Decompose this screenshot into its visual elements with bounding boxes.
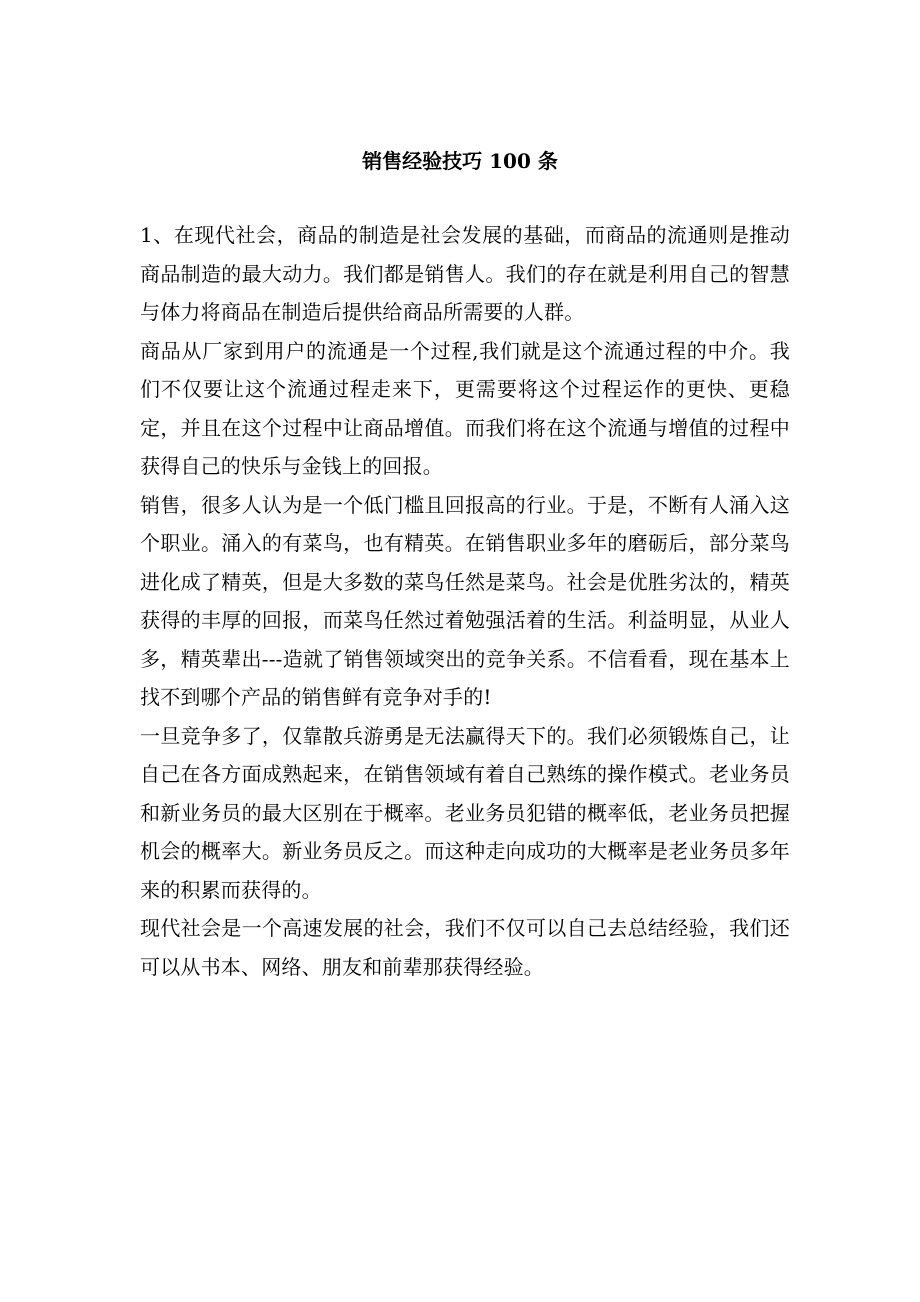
paragraph-2: 商品从厂家到用户的流通是一个过程,我们就是这个流通过程的中介。我们不仅要让这个流通过程走来下，更需要将这个过程运作的更快、更稳定，并且在这个过程中让商品增值。而我们将在这个流通与增值的过程中获得自己的快乐与金钱上的回报。	[140, 338, 790, 478]
paragraph-1: 1、在现代社会，商品的制造是社会发展的基础，而商品的流通则是推动商品制造的最大动力。我们都是销售人。我们的存在就是利用自己的智慧与体力将商品在制造后提供给商品所需要的人群。	[140, 223, 790, 324]
paragraph-3: 销售，很多人认为是一个低门槛且回报高的行业。于是，不断有人涌入这个职业。涌入的有菜鸟，也有精英。在销售职业多年的磨砺后，部分菜鸟进化成了精英，但是大多数的菜鸟任然是菜鸟。社会是优胜劣汰的，精英获得的丰厚的回报，而菜鸟任然过着勉强活着的生活。利益明显，从业人多，精英辈出---造就了销售领域突出的竞争关系。不信看看，现在基本上找不到哪个产品的销售鲜有竞争对手的!	[140, 492, 790, 709]
paragraph-5: 现代社会是一个高速发展的社会，我们不仅可以自己去总结经验，我们还可以从书本、网络、朋友和前辈那获得经验。	[140, 916, 790, 979]
document-body	[140, 216, 790, 986]
document-title: 销售经验技巧 100 条	[362, 149, 558, 173]
paragraph-4: 一旦竞争多了，仅靠散兵游勇是无法赢得天下的。我们必须锻炼自己，让自己在各方面成熟起来，在销售领域有着自己熟练的操作模式。老业务员和新业务员的最大区别在于概率。老业务员犯错的概率低，老业务员把握机会的概率大。新业务员反之。而这种走向成功的大概率是老业务员多年来的积累而获得的。	[140, 723, 790, 902]
